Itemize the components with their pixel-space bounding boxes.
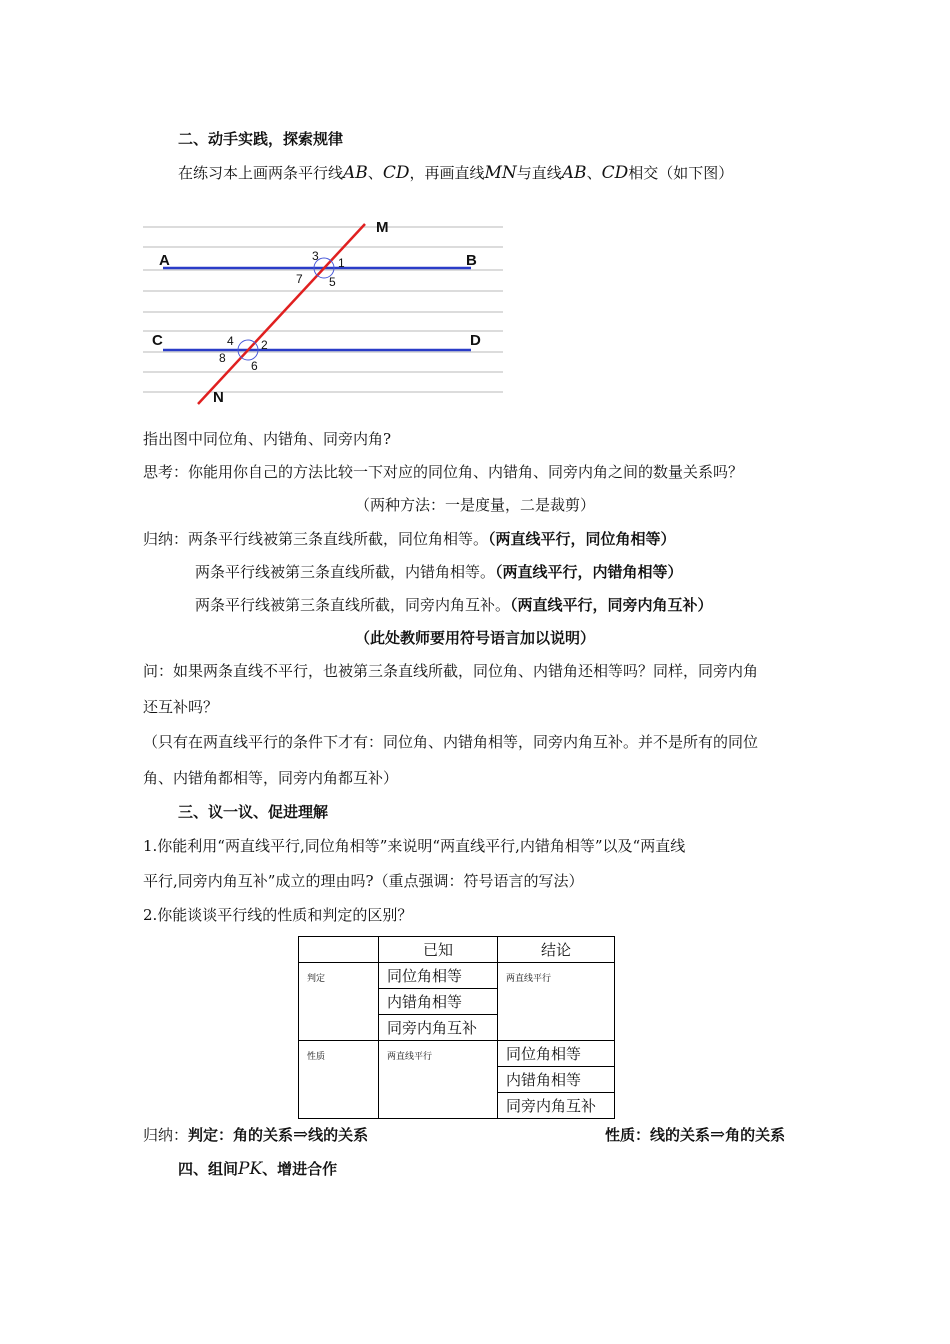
conclusion-parallel: 两直线平行	[498, 963, 615, 1041]
induct3-bold: （两直线平行，同旁内角互补）	[510, 596, 713, 614]
section4-heading	[178, 1158, 337, 1179]
section2-heading: 二、动手实践，探索规律	[178, 130, 344, 148]
ask-line-2: 还互补吗？	[143, 698, 219, 716]
question-angles: 指出图中同位角、内错角、同旁内角?	[143, 430, 392, 448]
implies-arrow-icon: ⇒	[710, 1124, 726, 1145]
line-mn-label: MN	[484, 163, 517, 183]
known-alternate: 内错角相等	[379, 989, 498, 1015]
header-known: 已知	[379, 937, 498, 963]
summary-property: 性质：线的关系	[605, 1126, 711, 1144]
summary-determine: 判定：角的关系	[188, 1126, 294, 1144]
induct2-bold: （两直线平行，内错角相等）	[495, 563, 683, 581]
summary-line-relation: 线的关系	[308, 1126, 369, 1144]
parallel-lines-figure	[143, 212, 505, 408]
implies-arrow-icon: ⇒	[293, 1124, 309, 1145]
induct1-bold: （两直线平行，同位角相等）	[488, 530, 676, 548]
known-same-side: 同旁内角互补	[379, 1015, 498, 1041]
intro-mid2: 与直线	[516, 164, 562, 182]
item1-line-1: 1.你能利用“两直线平行,同位角相等”来说明“两直线平行,内错角相等”以及“两直线	[143, 837, 686, 855]
label-n: N	[213, 389, 224, 406]
label-c: C	[152, 332, 163, 349]
line-ab-label-2: AB	[561, 163, 587, 183]
angle-8: 8	[219, 351, 226, 365]
item2-text: 2.你能谈谈平行线的性质和判定的区别？	[143, 906, 413, 924]
answer-line-2: 角、内错角都相等，同旁内角都互补）	[143, 769, 399, 787]
intro-mid: ，再画直线	[409, 164, 485, 182]
line-ab-label: AB	[343, 163, 368, 183]
induct-line-2	[195, 561, 683, 582]
sep2: 、	[586, 164, 602, 182]
induct-line-3	[195, 594, 713, 615]
conclusion-corresponding: 同位角相等	[498, 1041, 615, 1067]
induct2-text: 两条平行线被第三条直线所截，内错角相等。	[195, 563, 496, 581]
comparison-table	[298, 936, 615, 1119]
induct3-text: 两条平行线被第三条直线所截，同旁内角互补。	[195, 596, 511, 614]
pk-label: PK	[238, 1159, 263, 1179]
line-cd-label: CD	[382, 163, 410, 183]
methods-text: （两种方法：一是度量，二是裁剪）	[354, 496, 595, 514]
table-row	[299, 963, 615, 989]
table-header-row	[299, 937, 615, 963]
label-m: M	[376, 219, 389, 236]
summary-angle-relation: 角的关系	[725, 1126, 786, 1144]
angle-1: 1	[338, 256, 345, 270]
label-d: D	[470, 332, 481, 349]
sep1: 、	[367, 164, 383, 182]
conclusion-same-side: 同旁内角互补	[498, 1093, 615, 1119]
intro-pre: 在练习本上画两条平行线	[178, 164, 344, 182]
answer-line-1: （只有在两直线平行的条件下才有：同位角、内错角相等，同旁内角互补。并不是所有的同位	[143, 733, 759, 751]
intro-end: 相交（如下图）	[628, 164, 734, 182]
angle-2: 2	[261, 338, 268, 352]
section4-post: 、增进合作	[262, 1160, 338, 1178]
summary-prefix: 归纳：	[143, 1126, 189, 1144]
summary-right	[605, 1124, 785, 1145]
known-corresponding: 同位角相等	[379, 963, 498, 989]
angle-6: 6	[251, 359, 258, 373]
section4-pre: 四、组间	[178, 1160, 239, 1178]
header-empty-cell	[299, 937, 379, 963]
section3-heading: 三、议一议、促进理解	[178, 803, 329, 821]
angle-3: 3	[312, 249, 319, 263]
known-parallel: 两直线平行	[379, 1041, 498, 1119]
line-mn	[198, 224, 365, 404]
angle-7: 7	[296, 272, 303, 286]
think-text: 思考：你能用你自己的方法比较一下对应的同位角、内错角、同旁内角之间的数量关系吗？	[143, 463, 744, 481]
label-a: A	[159, 252, 170, 269]
teacher-note: （此处教师要用符号语言加以说明）	[354, 629, 595, 647]
line-cd-label-2: CD	[601, 163, 629, 183]
angle-5: 5	[329, 275, 336, 289]
header-conclusion: 结论	[498, 937, 615, 963]
conclusion-alternate: 内错角相等	[498, 1067, 615, 1093]
row-label-property: 性质	[299, 1041, 379, 1119]
induct1-text: 归纳：两条平行线被第三条直线所截，同位角相等。	[143, 530, 489, 548]
angle-4: 4	[227, 334, 234, 348]
ask-line-1: 问：如果两条直线不平行，也被第三条直线所截，同位角、内错角还相等吗？同样，同旁内角	[143, 662, 759, 680]
ruled-lines	[143, 227, 503, 392]
table-row	[299, 1041, 615, 1067]
label-b: B	[466, 252, 477, 269]
row-label-determine: 判定	[299, 963, 379, 1041]
item1-line-2: 平行,同旁内角互补”成立的理由吗?（重点强调：符号语言的写法）	[143, 872, 584, 890]
induct-line-1	[143, 528, 676, 549]
intro-line	[178, 162, 733, 183]
summary-left	[143, 1124, 368, 1145]
